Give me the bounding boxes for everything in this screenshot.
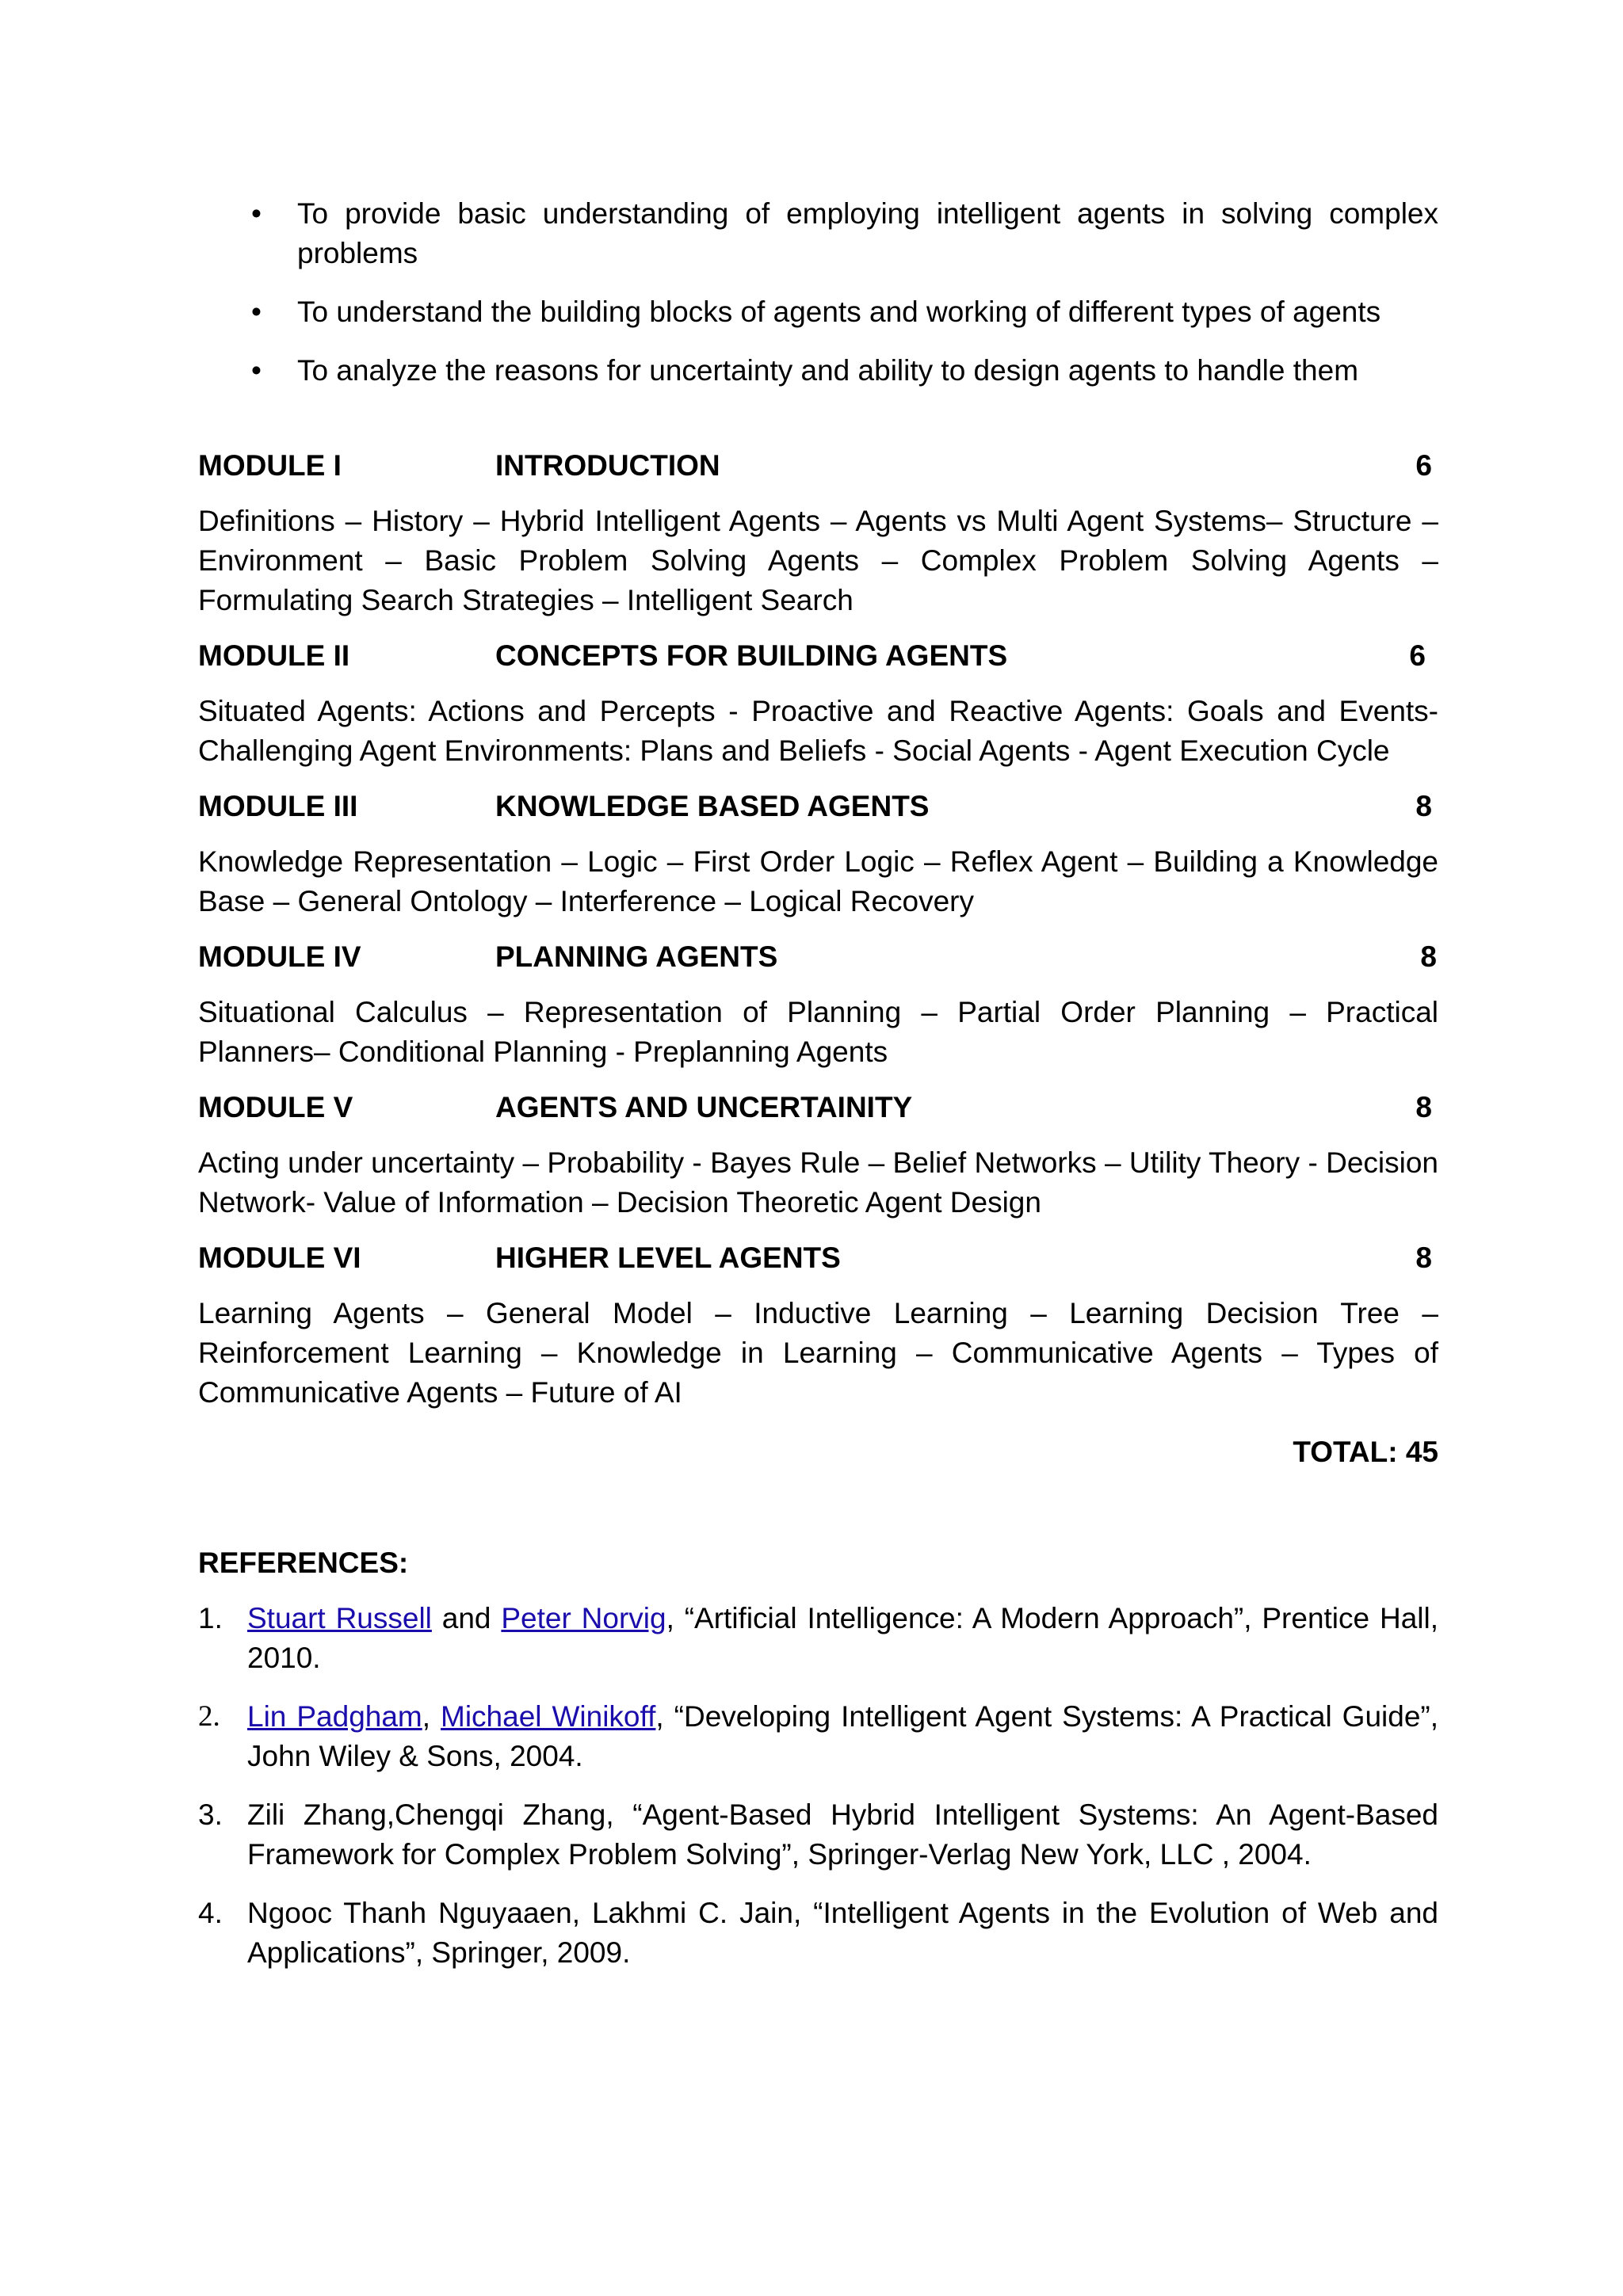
reference-item xyxy=(198,1894,1438,1973)
objective-item xyxy=(198,292,1438,332)
module-hours: 8 xyxy=(1420,940,1437,973)
author-link-peter-norvig[interactable]: Peter Norvig xyxy=(501,1602,666,1634)
module-header xyxy=(198,1238,1438,1278)
syllabus-page xyxy=(198,194,1438,1992)
author-link-michael-winikoff[interactable]: Michael Winikoff xyxy=(441,1700,656,1733)
reference-text: , “Artificial Intelligence: A Modern Approach”, Prentice Hall, 2010. xyxy=(247,1602,1438,1674)
author-link-lin-padgham[interactable]: Lin Padgham xyxy=(247,1700,422,1733)
bullet-icon: • xyxy=(251,197,262,230)
module-2 xyxy=(198,636,1438,771)
module-content: Situational Calculus – Representation of Planning – Partial Order Planning – Practical Planners– Conditional Planning - Preplanning Agents xyxy=(198,996,1438,1068)
module-1 xyxy=(198,446,1438,620)
module-hours: 6 xyxy=(1409,639,1426,672)
module-hours: 8 xyxy=(1415,790,1432,822)
module-number: MODULE III xyxy=(198,790,358,822)
objective-item xyxy=(198,351,1438,391)
reference-item xyxy=(198,1599,1438,1678)
module-number: MODULE I xyxy=(198,449,342,482)
module-content: Acting under uncertainty – Probability - Bayes Rule – Belief Networks – Utility Theory - Decision Network- Value of Information – Decision Theoretic Agent Design xyxy=(198,1146,1438,1219)
reference-number: 4. xyxy=(198,1897,223,1929)
module-content: Situated Agents: Actions and Percepts - Proactive and Reactive Agents: Goals and Events- Challenging Agent Environments: Plans and Beliefs - Social Agents - Agent Execution Cycle xyxy=(198,695,1438,767)
objective-text: To analyze the reasons for uncertainty and ability to design agents to handle them xyxy=(297,354,1359,387)
module-title: CONCEPTS FOR BUILDING AGENTS xyxy=(495,639,1008,672)
objectives-list xyxy=(198,194,1438,391)
bullet-icon: • xyxy=(251,354,262,387)
reference-text: Ngooc Thanh Nguyaaen, Lakhmi C. Jain, “Intelligent Agents in the Evolution of Web and Applications”, Springer, 2009. xyxy=(247,1897,1438,1969)
references-list xyxy=(198,1599,1438,1973)
module-4 xyxy=(198,937,1438,1072)
module-number: MODULE V xyxy=(198,1091,353,1123)
module-hours: 6 xyxy=(1415,449,1432,482)
module-title: INTRODUCTION xyxy=(495,449,720,482)
module-hours: 8 xyxy=(1415,1241,1432,1274)
module-header xyxy=(198,1088,1438,1127)
total-hours: TOTAL: 45 xyxy=(1293,1436,1438,1468)
objective-text: To understand the building blocks of agents and working of different types of agents xyxy=(297,296,1381,328)
module-content: Learning Agents – General Model – Inductive Learning – Learning Decision Tree – Reinforcement Learning – Knowledge in Learning – Communicative Agents – Types of Communicative Agents – Future of AI xyxy=(198,1297,1438,1409)
reference-number: 2. xyxy=(198,1700,220,1733)
reference-number: 3. xyxy=(198,1798,223,1831)
module-header xyxy=(198,636,1438,676)
module-title: PLANNING AGENTS xyxy=(495,940,778,973)
module-title: KNOWLEDGE BASED AGENTS xyxy=(495,790,930,822)
module-content: Definitions – History – Hybrid Intelligent Agents – Agents vs Multi Agent Systems– Structure – Environment – Basic Problem Solving Agents – Complex Problem Solving Agents – Formulating Search Strategies – Intelligent Search xyxy=(198,505,1438,616)
objective-item xyxy=(198,194,1438,273)
module-number: MODULE II xyxy=(198,639,350,672)
references-heading: REFERENCES: xyxy=(198,1547,409,1579)
bullet-icon: • xyxy=(251,296,262,328)
objective-text: To provide basic understanding of employing intelligent agents in solving complex problems xyxy=(297,197,1438,269)
module-hours: 8 xyxy=(1415,1091,1432,1123)
module-5 xyxy=(198,1088,1438,1222)
module-number: MODULE VI xyxy=(198,1241,361,1274)
module-header xyxy=(198,787,1438,826)
reference-number: 1. xyxy=(198,1602,223,1634)
reference-item xyxy=(198,1795,1438,1875)
reference-separator: , xyxy=(422,1700,441,1733)
module-6 xyxy=(198,1238,1438,1413)
author-link-stuart-russell[interactable]: Stuart Russell xyxy=(247,1602,432,1634)
modules-section xyxy=(198,446,1438,1413)
module-content: Knowledge Representation – Logic – First Order Logic – Reflex Agent – Building a Knowledge Base – General Ontology – Interference – Logical Recovery xyxy=(198,845,1438,917)
module-3 xyxy=(198,787,1438,921)
module-header xyxy=(198,446,1438,486)
module-title: HIGHER LEVEL AGENTS xyxy=(495,1241,841,1274)
module-number: MODULE IV xyxy=(198,940,361,973)
reference-item xyxy=(198,1697,1438,1776)
reference-separator: and xyxy=(431,1602,502,1634)
module-title: AGENTS AND UNCERTAINITY xyxy=(495,1091,913,1123)
module-header xyxy=(198,937,1438,977)
reference-text: Zili Zhang,Chengqi Zhang, “Agent-Based Hybrid Intelligent Systems: An Agent-Based Framework for Complex Problem Solving”, Springer-Verlag New York, LLC , 2004. xyxy=(247,1798,1438,1871)
reference-text: , “Developing Intelligent Agent Systems: A Practical Guide”, John Wiley & Sons, 2004. xyxy=(247,1700,1438,1772)
